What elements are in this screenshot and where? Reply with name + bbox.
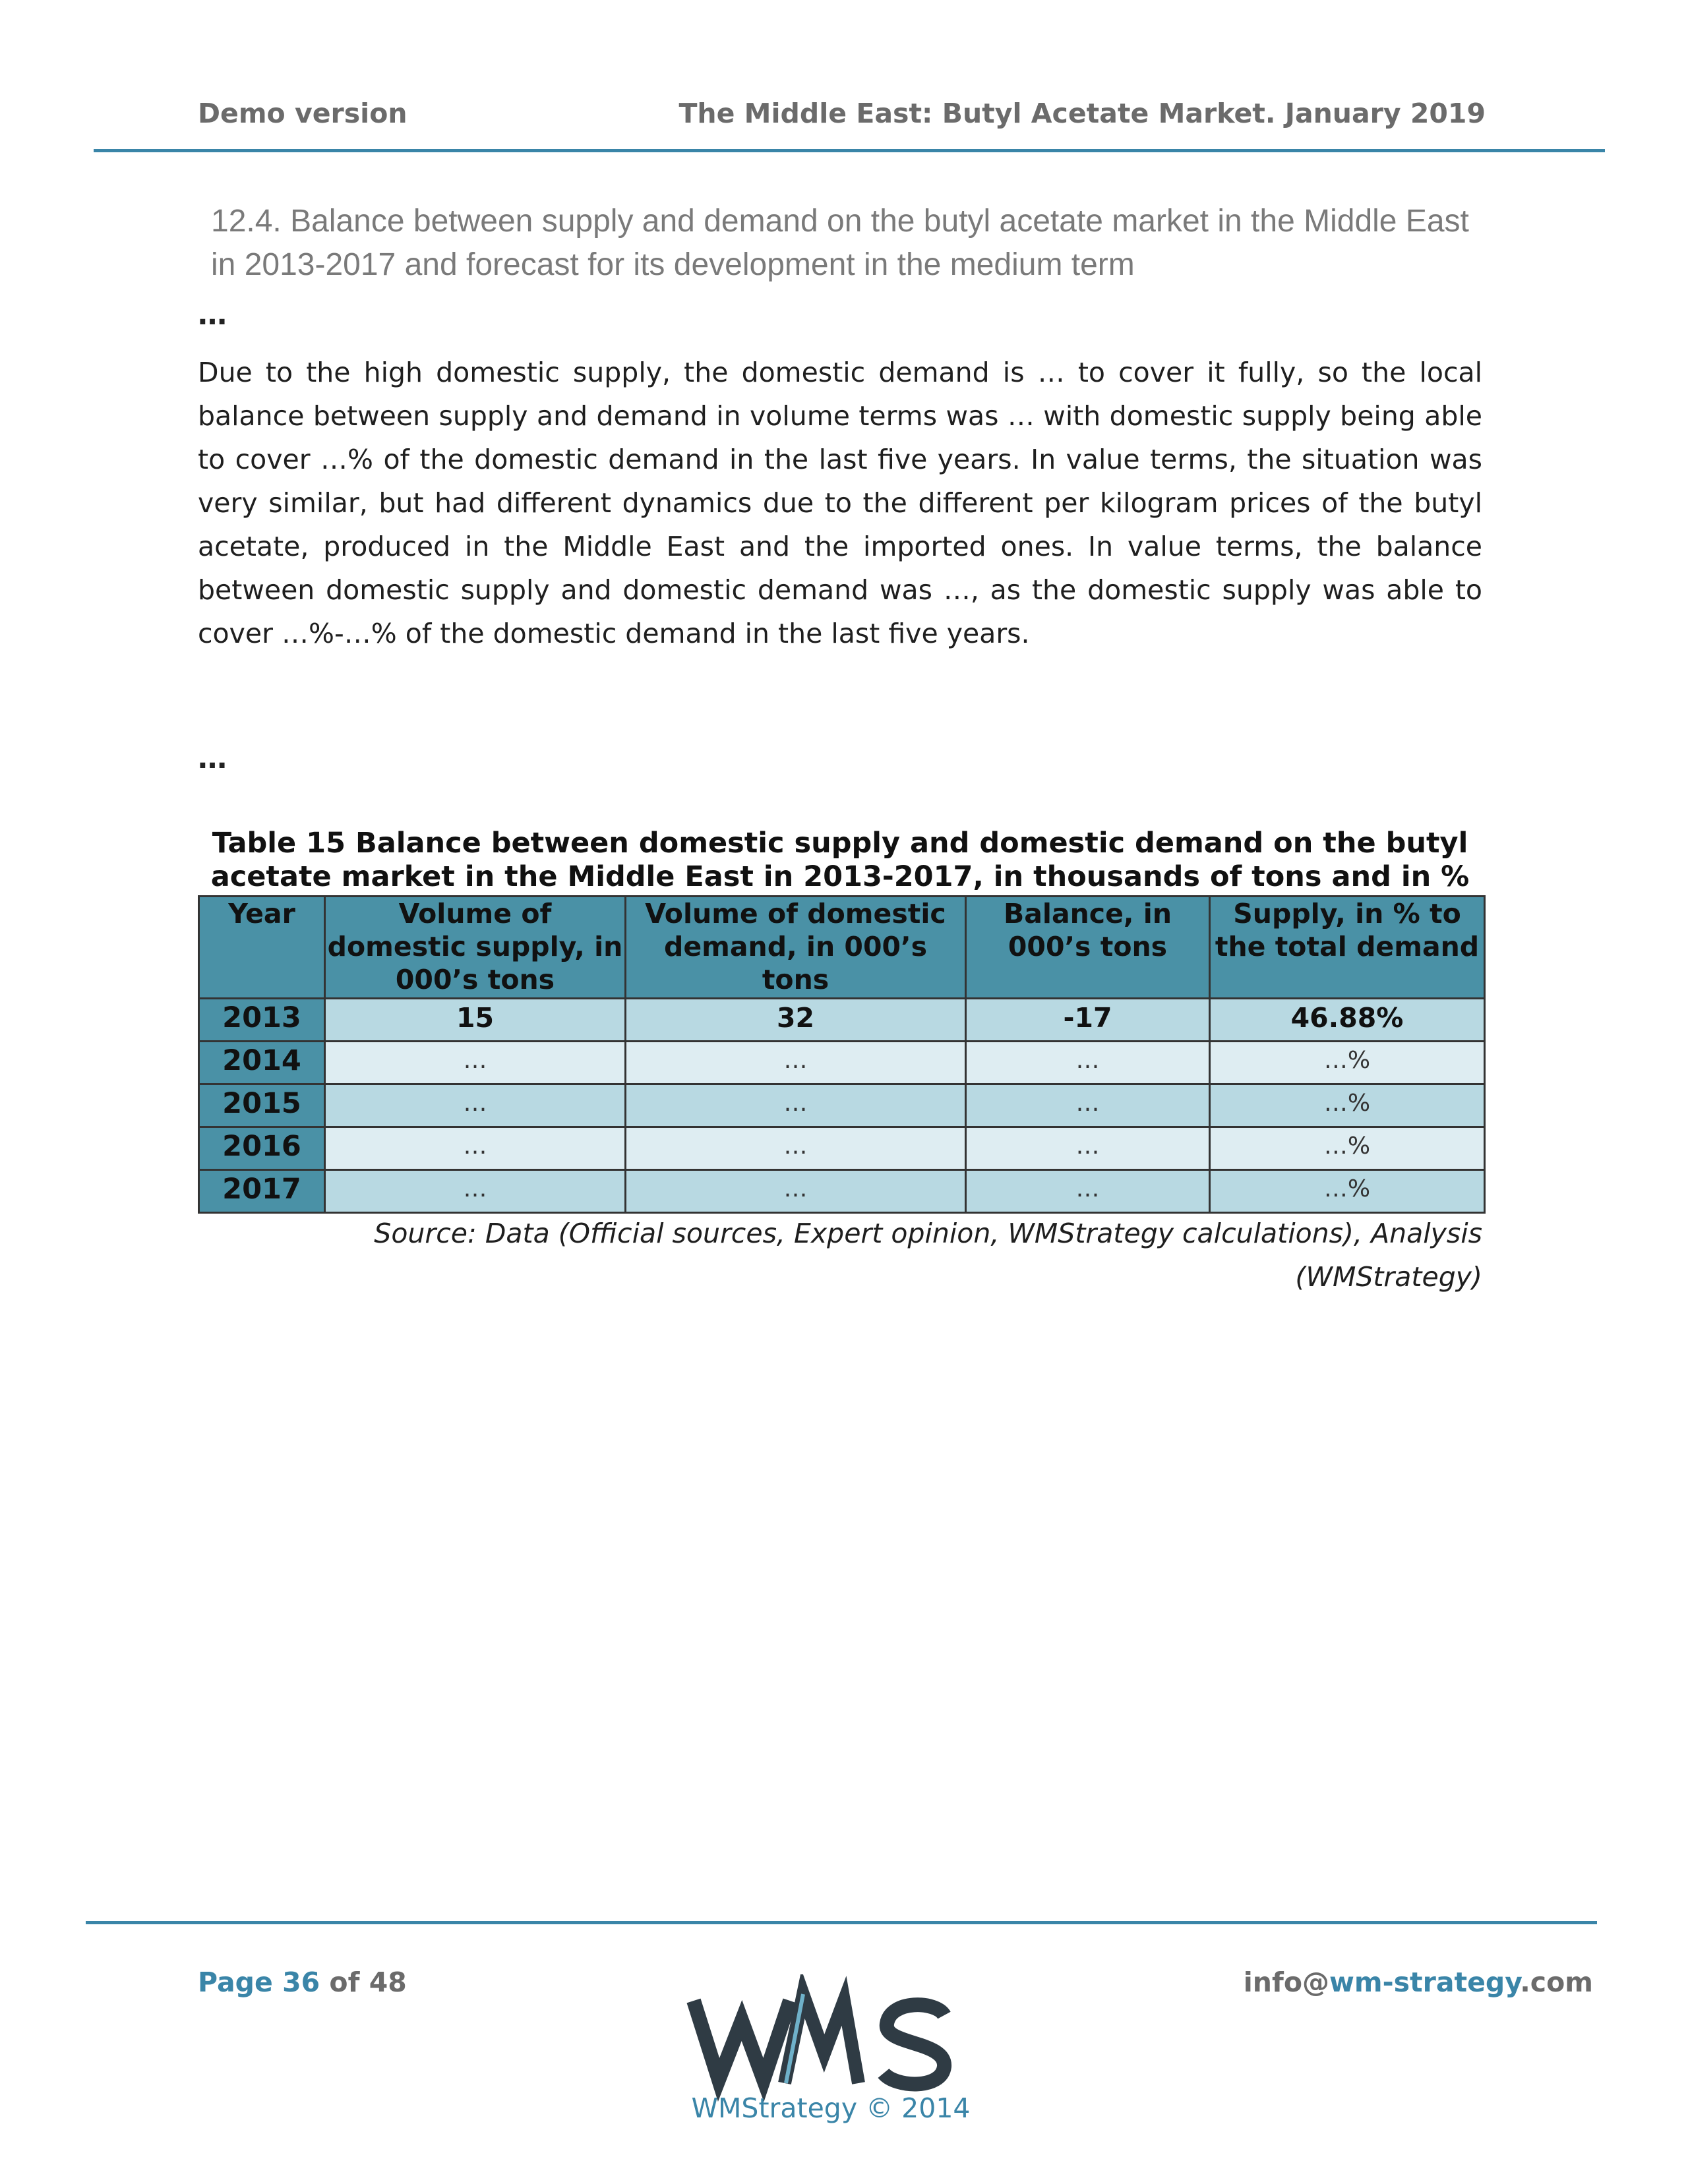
footer-divider (86, 1921, 1597, 1924)
email-tld: .com (1520, 1966, 1593, 1998)
row-balance: … (966, 1170, 1210, 1213)
row-balance: … (966, 1127, 1210, 1170)
row-supply-pct: …% (1210, 1084, 1485, 1127)
header-balance: Balance, in 000’s tons (966, 897, 1210, 999)
row-demand: … (626, 1084, 966, 1127)
header-supply: Volume of domestic supply, in 000’s tons (325, 897, 626, 999)
footer-email[interactable] (1244, 1966, 1593, 1998)
header-divider (94, 149, 1605, 152)
table-source: Source: Data (Official sources, Expert opinion, WMStrategy calculations), Analysis (WMStrategy) (374, 1218, 1482, 1293)
row-year: 2015 (199, 1084, 325, 1127)
row-demand: 32 (626, 999, 966, 1042)
page-total: 48 (369, 1966, 407, 1998)
row-balance: -17 (966, 999, 1210, 1042)
header-supply-pct: Supply, in % to the total demand (1210, 897, 1485, 999)
row-supply-pct: …% (1210, 1170, 1485, 1213)
page-of: of (329, 1966, 360, 1998)
row-supply-pct: …% (1210, 1042, 1485, 1084)
wms-logo (686, 1974, 956, 2106)
logo-caption: WMStrategy © 2014 (691, 2092, 971, 2124)
table-row (199, 1127, 1485, 1170)
row-supply: … (325, 1042, 626, 1084)
section-title: 12.4. Balance between supply and demand on the butyl acetate market in the Middle East in 2013-2017 and forecast for its development in the medium term (211, 204, 1469, 282)
table-caption: Table 15 Balance between domestic supply and domestic demand on the butyl acetate market in the Middle East in 2013-2017, in thousands of tons and in % (210, 827, 1470, 893)
header-left: Demo version (198, 98, 407, 129)
row-year: 2013 (199, 999, 325, 1042)
page-current: 36 (282, 1966, 320, 1998)
email-domain: wm-strategy (1329, 1966, 1521, 1998)
ellipsis-bottom: … (198, 742, 227, 775)
table-header-row (199, 897, 1485, 999)
row-demand: … (626, 1127, 966, 1170)
row-year: 2017 (199, 1170, 325, 1213)
row-supply: … (325, 1084, 626, 1127)
row-year: 2014 (199, 1042, 325, 1084)
row-supply-pct: …% (1210, 1127, 1485, 1170)
table-row (199, 1170, 1485, 1213)
row-supply-pct: 46.88% (1210, 999, 1485, 1042)
header-year: Year (199, 897, 325, 999)
email-user: info@ (1243, 1966, 1329, 1998)
balance-table (198, 895, 1486, 1214)
row-demand: … (626, 1170, 966, 1213)
row-supply: 15 (325, 999, 626, 1042)
header-right: The Middle East: Butyl Acetate Market. January 2019 (678, 98, 1486, 129)
row-year: 2016 (199, 1127, 325, 1170)
table-row (199, 1084, 1485, 1127)
row-supply: … (325, 1127, 626, 1170)
wms-logo-mark (694, 1994, 944, 2084)
row-balance: … (966, 1084, 1210, 1127)
header-demand: Volume of domestic demand, in 000’s tons (626, 897, 966, 999)
ellipsis-top: … (198, 298, 227, 332)
row-balance: … (966, 1042, 1210, 1084)
row-demand: … (626, 1042, 966, 1084)
page-word: Page (198, 1966, 273, 1998)
table-row (199, 999, 1485, 1042)
page-number (198, 1966, 407, 1998)
body-paragraph: Due to the high domestic supply, the domestic demand is … to cover it fully, so the local balance between supply and demand in volume terms was … with domestic supply being able to cover …% of the domestic demand in the last five years. In value terms, the situation was very similar, but had different dynamics due to the different per kilogram prices of the butyl acetate, produced in the Middle East and the imported ones. In value terms, the balance between domestic supply and domestic demand was …, as the domestic supply was able to cover …%-…% of the domestic demand in the last five years. (198, 357, 1482, 649)
table-row (199, 1042, 1485, 1084)
row-supply: … (325, 1170, 626, 1213)
